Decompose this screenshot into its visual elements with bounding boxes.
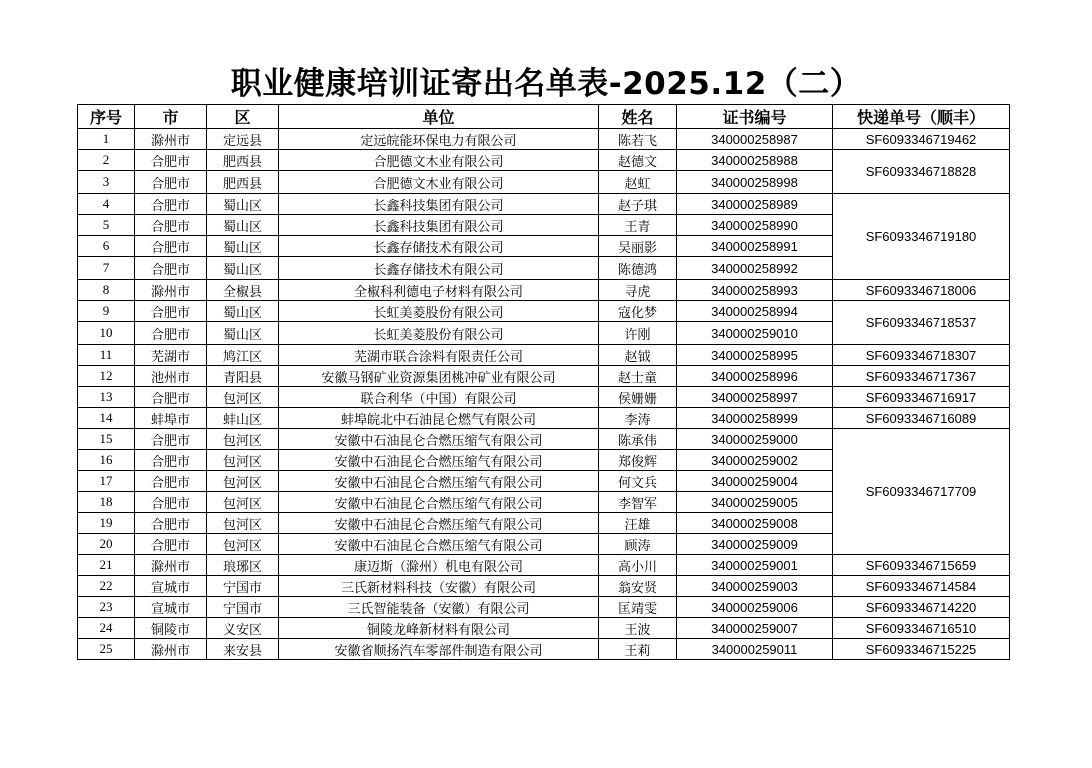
cell-seq: 20 [78,534,135,555]
cell-district: 蜀山区 [207,301,279,322]
cell-unit: 全椒科利德电子材料有限公司 [279,280,599,301]
cell-district: 蜀山区 [207,215,279,236]
cell-unit: 长鑫科技集团有限公司 [279,194,599,215]
cell-name: 赵德文 [599,150,677,171]
cell-name: 王波 [599,618,677,639]
cell-express: SF6093346718006 [833,280,1010,301]
cell-seq: 18 [78,492,135,513]
cell-seq: 22 [78,576,135,597]
cell-cert: 340000259005 [677,492,833,513]
cell-name: 匡靖雯 [599,597,677,618]
mailing-list-table [77,104,1010,660]
header-express: 快递单号（顺丰） [833,105,1010,129]
table-row [78,555,1010,576]
cell-seq: 5 [78,215,135,236]
cell-city: 铜陵市 [135,618,207,639]
cell-city: 合肥市 [135,513,207,534]
cell-seq: 4 [78,194,135,215]
cell-express: SF6093346718307 [833,345,1010,366]
cell-seq: 24 [78,618,135,639]
cell-cert: 340000259001 [677,555,833,576]
cell-unit: 合肥德文木业有限公司 [279,150,599,171]
cell-cert: 340000259007 [677,618,833,639]
cell-name: 李智军 [599,492,677,513]
cell-name: 陈若飞 [599,129,677,150]
cell-district: 蜀山区 [207,236,279,257]
cell-express: SF6093346714584 [833,576,1010,597]
header-unit: 单位 [279,105,599,129]
cell-unit: 长鑫存储技术有限公司 [279,257,599,280]
cell-express: SF6093346714220 [833,597,1010,618]
cell-seq: 11 [78,345,135,366]
cell-unit: 蚌埠皖北中石油昆仑燃气有限公司 [279,408,599,429]
table-row [78,301,1010,322]
cell-unit: 长鑫存储技术有限公司 [279,236,599,257]
cell-name: 许刚 [599,322,677,345]
cell-seq: 8 [78,280,135,301]
cell-city: 滁州市 [135,129,207,150]
cell-name: 陈承伟 [599,429,677,450]
cell-cert: 340000258987 [677,129,833,150]
header-district: 区 [207,105,279,129]
table-row [78,129,1010,150]
table-row [78,618,1010,639]
cell-city: 合肥市 [135,450,207,471]
header-name: 姓名 [599,105,677,129]
cell-district: 宁国市 [207,576,279,597]
cell-name: 寻虎 [599,280,677,301]
cell-express: SF6093346717367 [833,366,1010,387]
cell-cert: 340000259003 [677,576,833,597]
cell-city: 芜湖市 [135,345,207,366]
cell-express: SF6093346715659 [833,555,1010,576]
cell-unit: 三氏新材料科技（安徽）有限公司 [279,576,599,597]
cell-name: 赵子琪 [599,194,677,215]
cell-cert: 340000259011 [677,639,833,660]
cell-seq: 23 [78,597,135,618]
cell-city: 合肥市 [135,215,207,236]
cell-express: SF6093346717709 [833,429,1010,555]
cell-seq: 9 [78,301,135,322]
cell-city: 合肥市 [135,387,207,408]
cell-district: 定远县 [207,129,279,150]
cell-cert: 340000258997 [677,387,833,408]
cell-name: 王莉 [599,639,677,660]
cell-district: 蚌山区 [207,408,279,429]
cell-city: 滁州市 [135,555,207,576]
table-body [78,129,1010,660]
cell-city: 合肥市 [135,471,207,492]
cell-seq: 6 [78,236,135,257]
cell-name: 翁安贤 [599,576,677,597]
cell-name: 赵士童 [599,366,677,387]
cell-name: 赵钺 [599,345,677,366]
cell-unit: 联合利华（中国）有限公司 [279,387,599,408]
cell-seq: 14 [78,408,135,429]
cell-district: 蜀山区 [207,194,279,215]
cell-seq: 3 [78,171,135,194]
cell-seq: 25 [78,639,135,660]
cell-unit: 铜陵龙峰新材料有限公司 [279,618,599,639]
cell-cert: 340000258995 [677,345,833,366]
cell-city: 合肥市 [135,429,207,450]
cell-express: SF6093346718537 [833,301,1010,345]
table-row [78,576,1010,597]
table-row [78,429,1010,450]
cell-unit: 安徽中石油昆仑合燃压缩气有限公司 [279,513,599,534]
cell-seq: 1 [78,129,135,150]
cell-district: 宁国市 [207,597,279,618]
cell-name: 寇化梦 [599,301,677,322]
cell-district: 包河区 [207,429,279,450]
cell-city: 合肥市 [135,534,207,555]
cell-unit: 安徽中石油昆仑合燃压缩气有限公司 [279,492,599,513]
cell-district: 蜀山区 [207,257,279,280]
cell-unit: 安徽省顺扬汽车零部件制造有限公司 [279,639,599,660]
cell-cert: 340000258988 [677,150,833,171]
table-row [78,366,1010,387]
header-seq: 序号 [78,105,135,129]
cell-name: 顾涛 [599,534,677,555]
cell-unit: 安徽中石油昆仑合燃压缩气有限公司 [279,471,599,492]
table-row [78,639,1010,660]
cell-district: 全椒县 [207,280,279,301]
cell-city: 合肥市 [135,171,207,194]
cell-cert: 340000259008 [677,513,833,534]
cell-city: 合肥市 [135,150,207,171]
cell-name: 陈德鸿 [599,257,677,280]
cell-express: SF6093346716917 [833,387,1010,408]
cell-district: 包河区 [207,513,279,534]
cell-district: 鸠江区 [207,345,279,366]
cell-name: 汪雄 [599,513,677,534]
cell-cert: 340000258996 [677,366,833,387]
cell-seq: 10 [78,322,135,345]
cell-seq: 13 [78,387,135,408]
cell-seq: 21 [78,555,135,576]
cell-unit: 三氏智能装备（安徽）有限公司 [279,597,599,618]
cell-city: 宣城市 [135,597,207,618]
cell-district: 来安县 [207,639,279,660]
cell-city: 合肥市 [135,236,207,257]
table-row [78,597,1010,618]
cell-unit: 安徽中石油昆仑合燃压缩气有限公司 [279,429,599,450]
cell-cert: 340000258993 [677,280,833,301]
header-row [78,105,1010,129]
cell-district: 肥西县 [207,150,279,171]
cell-unit: 合肥德文木业有限公司 [279,171,599,194]
cell-seq: 2 [78,150,135,171]
cell-name: 王青 [599,215,677,236]
cell-city: 宣城市 [135,576,207,597]
cell-district: 包河区 [207,450,279,471]
cell-name: 何文兵 [599,471,677,492]
cell-seq: 12 [78,366,135,387]
cell-unit: 长虹美菱股份有限公司 [279,322,599,345]
cell-name: 赵虹 [599,171,677,194]
cell-district: 包河区 [207,471,279,492]
cell-express: SF6093346716089 [833,408,1010,429]
cell-cert: 340000258990 [677,215,833,236]
table-row [78,387,1010,408]
cell-district: 肥西县 [207,171,279,194]
cell-unit: 康迈斯（滁州）机电有限公司 [279,555,599,576]
cell-city: 合肥市 [135,492,207,513]
cell-express: SF6093346716510 [833,618,1010,639]
cell-name: 吴丽影 [599,236,677,257]
document-title: 职业健康培训证寄出名单表-2025.12（二） [230,66,862,102]
cell-express: SF6093346718828 [833,150,1010,194]
cell-express: SF6093346719180 [833,194,1010,280]
cell-city: 池州市 [135,366,207,387]
cell-district: 蜀山区 [207,322,279,345]
cell-city: 滁州市 [135,639,207,660]
header-cert: 证书编号 [677,105,833,129]
cell-unit: 长虹美菱股份有限公司 [279,301,599,322]
cell-seq: 7 [78,257,135,280]
cell-name: 侯姗姗 [599,387,677,408]
cell-seq: 19 [78,513,135,534]
cell-district: 青阳县 [207,366,279,387]
cell-city: 合肥市 [135,322,207,345]
cell-city: 合肥市 [135,194,207,215]
cell-cert: 340000259004 [677,471,833,492]
cell-cert: 340000258998 [677,171,833,194]
table-row [78,280,1010,301]
cell-unit: 安徽中石油昆仑合燃压缩气有限公司 [279,534,599,555]
header-city: 市 [135,105,207,129]
cell-district: 义安区 [207,618,279,639]
cell-name: 李涛 [599,408,677,429]
cell-cert: 340000259009 [677,534,833,555]
table-row [78,194,1010,215]
cell-unit: 安徽马钢矿业资源集团桃冲矿业有限公司 [279,366,599,387]
cell-seq: 15 [78,429,135,450]
cell-cert: 340000259006 [677,597,833,618]
table-row [78,345,1010,366]
cell-unit: 安徽中石油昆仑合燃压缩气有限公司 [279,450,599,471]
cell-cert: 340000259010 [677,322,833,345]
cell-name: 郑俊辉 [599,450,677,471]
table-row [78,408,1010,429]
cell-city: 合肥市 [135,301,207,322]
cell-unit: 长鑫科技集团有限公司 [279,215,599,236]
table-row [78,150,1010,171]
cell-cert: 340000258994 [677,301,833,322]
cell-seq: 16 [78,450,135,471]
cell-district: 包河区 [207,534,279,555]
cell-district: 琅琊区 [207,555,279,576]
cell-district: 包河区 [207,387,279,408]
cell-cert: 340000258999 [677,408,833,429]
cell-express: SF6093346719462 [833,129,1010,150]
cell-seq: 17 [78,471,135,492]
cell-city: 滁州市 [135,280,207,301]
cell-cert: 340000258991 [677,236,833,257]
cell-cert: 340000259002 [677,450,833,471]
cell-city: 合肥市 [135,257,207,280]
cell-name: 高小川 [599,555,677,576]
cell-express: SF6093346715225 [833,639,1010,660]
cell-unit: 定远皖能环保电力有限公司 [279,129,599,150]
cell-cert: 340000258992 [677,257,833,280]
cell-district: 包河区 [207,492,279,513]
cell-cert: 340000258989 [677,194,833,215]
cell-cert: 340000259000 [677,429,833,450]
cell-unit: 芜湖市联合涂料有限责任公司 [279,345,599,366]
cell-city: 蚌埠市 [135,408,207,429]
